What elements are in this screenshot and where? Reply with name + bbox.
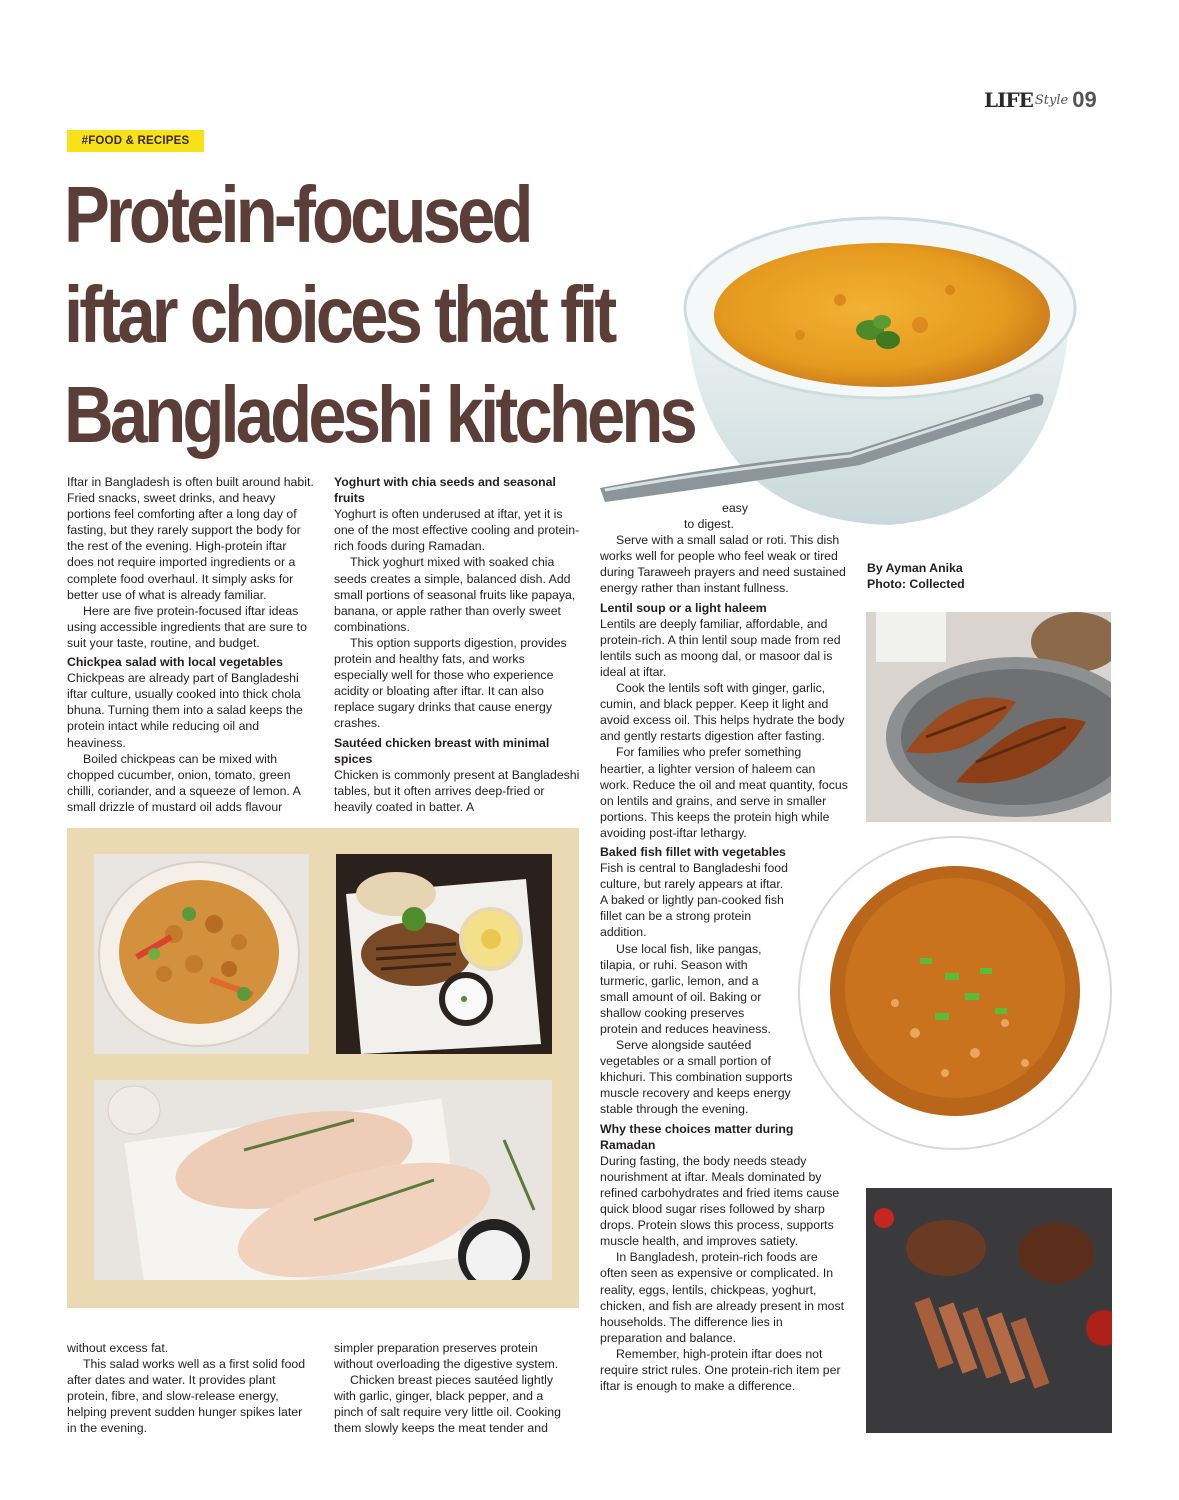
yoghurt-paragraph-1: Yoghurt is often underused at iftar, yet it is one of the most effective cooling and protein-rich foods during Ramadan. (334, 507, 580, 554)
masthead-style-logo: Style (1034, 92, 1069, 108)
chicken-paragraph-2: Chicken breast pieces sautéed lightly with garlic, ginger, black pepper, and a pinch of salt require very little oil. Cooking them slowly keeps the meat tender and (334, 1373, 561, 1436)
headline (64, 165, 694, 465)
subheading-yoghurt-chia: Yoghurt with chia seeds and seasonal fruits (334, 475, 556, 506)
raw-chicken-breast-image (94, 1080, 552, 1280)
ramadan-paragraph-2: In Bangladesh, protein-rich foods are often seen as expensive or complicated. In reality, eggs, lentils, chickpeas, yoghurt, chicken, and fish are already present in most households. The difference lies in preparation and balance. (600, 1250, 845, 1345)
lentil-paragraph-2: Cook the lentils soft with ginger, garlic, cumin, and black pepper. Keep it light and avoid excess oil. This helps hydrate the body and gently restarts digestion after fasting. (600, 681, 845, 744)
masthead-life-logo: LIFE (984, 88, 1033, 112)
sliced-meat-slate-image (866, 1188, 1112, 1433)
intro-paragraph: Iftar in Bangladesh is often built around habit. Fried snacks, sweet drinks, and heavy portions feel comforting after a long day of fasting, but they rarely support the body for the rest of the evening. High-protein iftar does not require imported ingredients or a complete food overhaul. It simply asks for better use of what is already familiar. (67, 475, 314, 602)
yoghurt-paragraph-2: Thick yoghurt mixed with soaked chia seeds creates a simple, balanced dish. Add small portions of seasonal fruits like papaya, banana, or apple rather than overly sweet combinations. (334, 555, 576, 634)
headline-line-2: iftar choices that fit (64, 270, 614, 359)
byline (867, 560, 965, 592)
ramadan-paragraph-3: Remember, high-protein iftar does not require strict rules. One protein-rich item per iftar is enough to make a difference. (600, 1346, 841, 1394)
chicken-serving-paragraph: Serve with a small salad or roti. This dish works well for people who feel weak or tired during Taraweeh prayers and need sustained energy rather than instant fullness. (600, 533, 846, 596)
column-1-bottom (67, 1340, 315, 1437)
dal-bowl-image (795, 833, 1115, 1153)
chicken-paragraph-continued: simpler preparation preserves protein without overloading the digestive system. (334, 1341, 559, 1372)
hero-lentil-bowl-image (590, 190, 1090, 550)
chickpea-paragraph-1: Chickpeas are already part of Bangladeshi iftar culture, usually cooked into thick chola bhuna. Turning them into a salad keeps the protein intact while reducing oil and heaviness. (67, 671, 303, 750)
continued-to-digest: to digest. (684, 517, 734, 532)
lentil-paragraph-3: For families who prefer something heartier, a lighter version of haleem can work. Reduce the oil and meat quantity, focus on lentils and grains, and serve in smaller portions. This keeps the protein high while avoiding post-iftar lethargy. (600, 745, 848, 840)
fish-paragraph-3: Serve alongside sautéed vegetables or a small portion of khichuri. This combination supports muscle recovery and keeps energy stable through the evening. (600, 1038, 793, 1117)
subheading-baked-fish: Baked fish fillet with vegetables (600, 844, 786, 859)
photo-credit: Photo: Collected (867, 577, 965, 591)
pan-seared-chicken-image (866, 612, 1111, 822)
column-2-bottom (334, 1340, 574, 1437)
author-credit: By Ayman Anika (867, 561, 963, 575)
subheading-lentil-soup: Lentil soup or a light haleem (600, 600, 767, 615)
column-2-top (334, 474, 582, 815)
continued-word-easy: easy (722, 501, 748, 515)
fish-paragraph-2: Use local fish, like pangas, tilapia, or ruhi. Season with turmeric, garlic, lemon, and a small amount of oil. Baking or shallow cooking preserves protein and reduces heaviness. (600, 941, 771, 1036)
masthead (984, 84, 1097, 116)
headline-line-1: Protein-focused (64, 170, 530, 259)
section-tag: #FOOD & RECIPES (67, 130, 204, 152)
ramadan-paragraph-1: During fasting, the body needs steady nourishment at iftar. Meals dominated by refined carbohydrates and fried items cause quick blood sugar rises followed by sharp drops. Protein slows this process, supports muscle health, and improves satiety. (600, 1153, 840, 1249)
subheading-chicken-breast: Sautéed chicken breast with minimal spices (334, 735, 550, 766)
intro-paragraph-2: Here are five protein-focused iftar ideas using accessible ingredients that are sure to suit your taste, routine, and budget. (67, 603, 307, 650)
fish-paragraph-1: Fish is central to Bangladeshi food culture, but rarely appears at iftar. A baked or lightly pan-cooked fish fillet can be a strong protein addition. (600, 861, 788, 940)
chickpea-paragraph-3: This salad works well as a first solid food after dates and water. It provides plant protein, fibre, and slow-release energy, helping prevent sudden hunger spikes later in the evening. (67, 1357, 306, 1436)
column-1-top (67, 474, 315, 815)
chickpea-paragraph-continued: without excess fat. (67, 1341, 169, 1355)
grilled-chicken-plate-image (336, 854, 552, 1054)
headline-line-3: Bangladeshi kitchens (64, 370, 694, 459)
chickpea-salad-image (94, 854, 309, 1054)
subheading-chickpea-salad: Chickpea salad with local vegetables (67, 655, 283, 670)
lentil-paragraph-1: Lentils are deeply familiar, affordable, and protein-rich. A thin lentil soup made from red lentils such as moong dal, or masoor dal is ideal at iftar. (600, 616, 841, 679)
subheading-why-choices-matter: Why these choices matter during Ramadan (600, 1121, 794, 1152)
chicken-paragraph-1: Chicken is commonly present at Bangladeshi tables, but it often arrives deep-fried or heavily coated in batter. A (334, 767, 580, 814)
chickpea-paragraph-2: Boiled chickpeas can be mixed with chopped cucumber, onion, tomato, green chilli, coriander, and a squeeze of lemon. A small drizzle of mustard oil adds flavour (67, 751, 301, 814)
page-number: 09 (1072, 87, 1097, 112)
yoghurt-paragraph-3: This option supports digestion, provides protein and healthy fats, and works especially well for those who experience acidity or bloating after iftar. It can also replace sugary drinks that cause energy crashes. (334, 635, 567, 731)
